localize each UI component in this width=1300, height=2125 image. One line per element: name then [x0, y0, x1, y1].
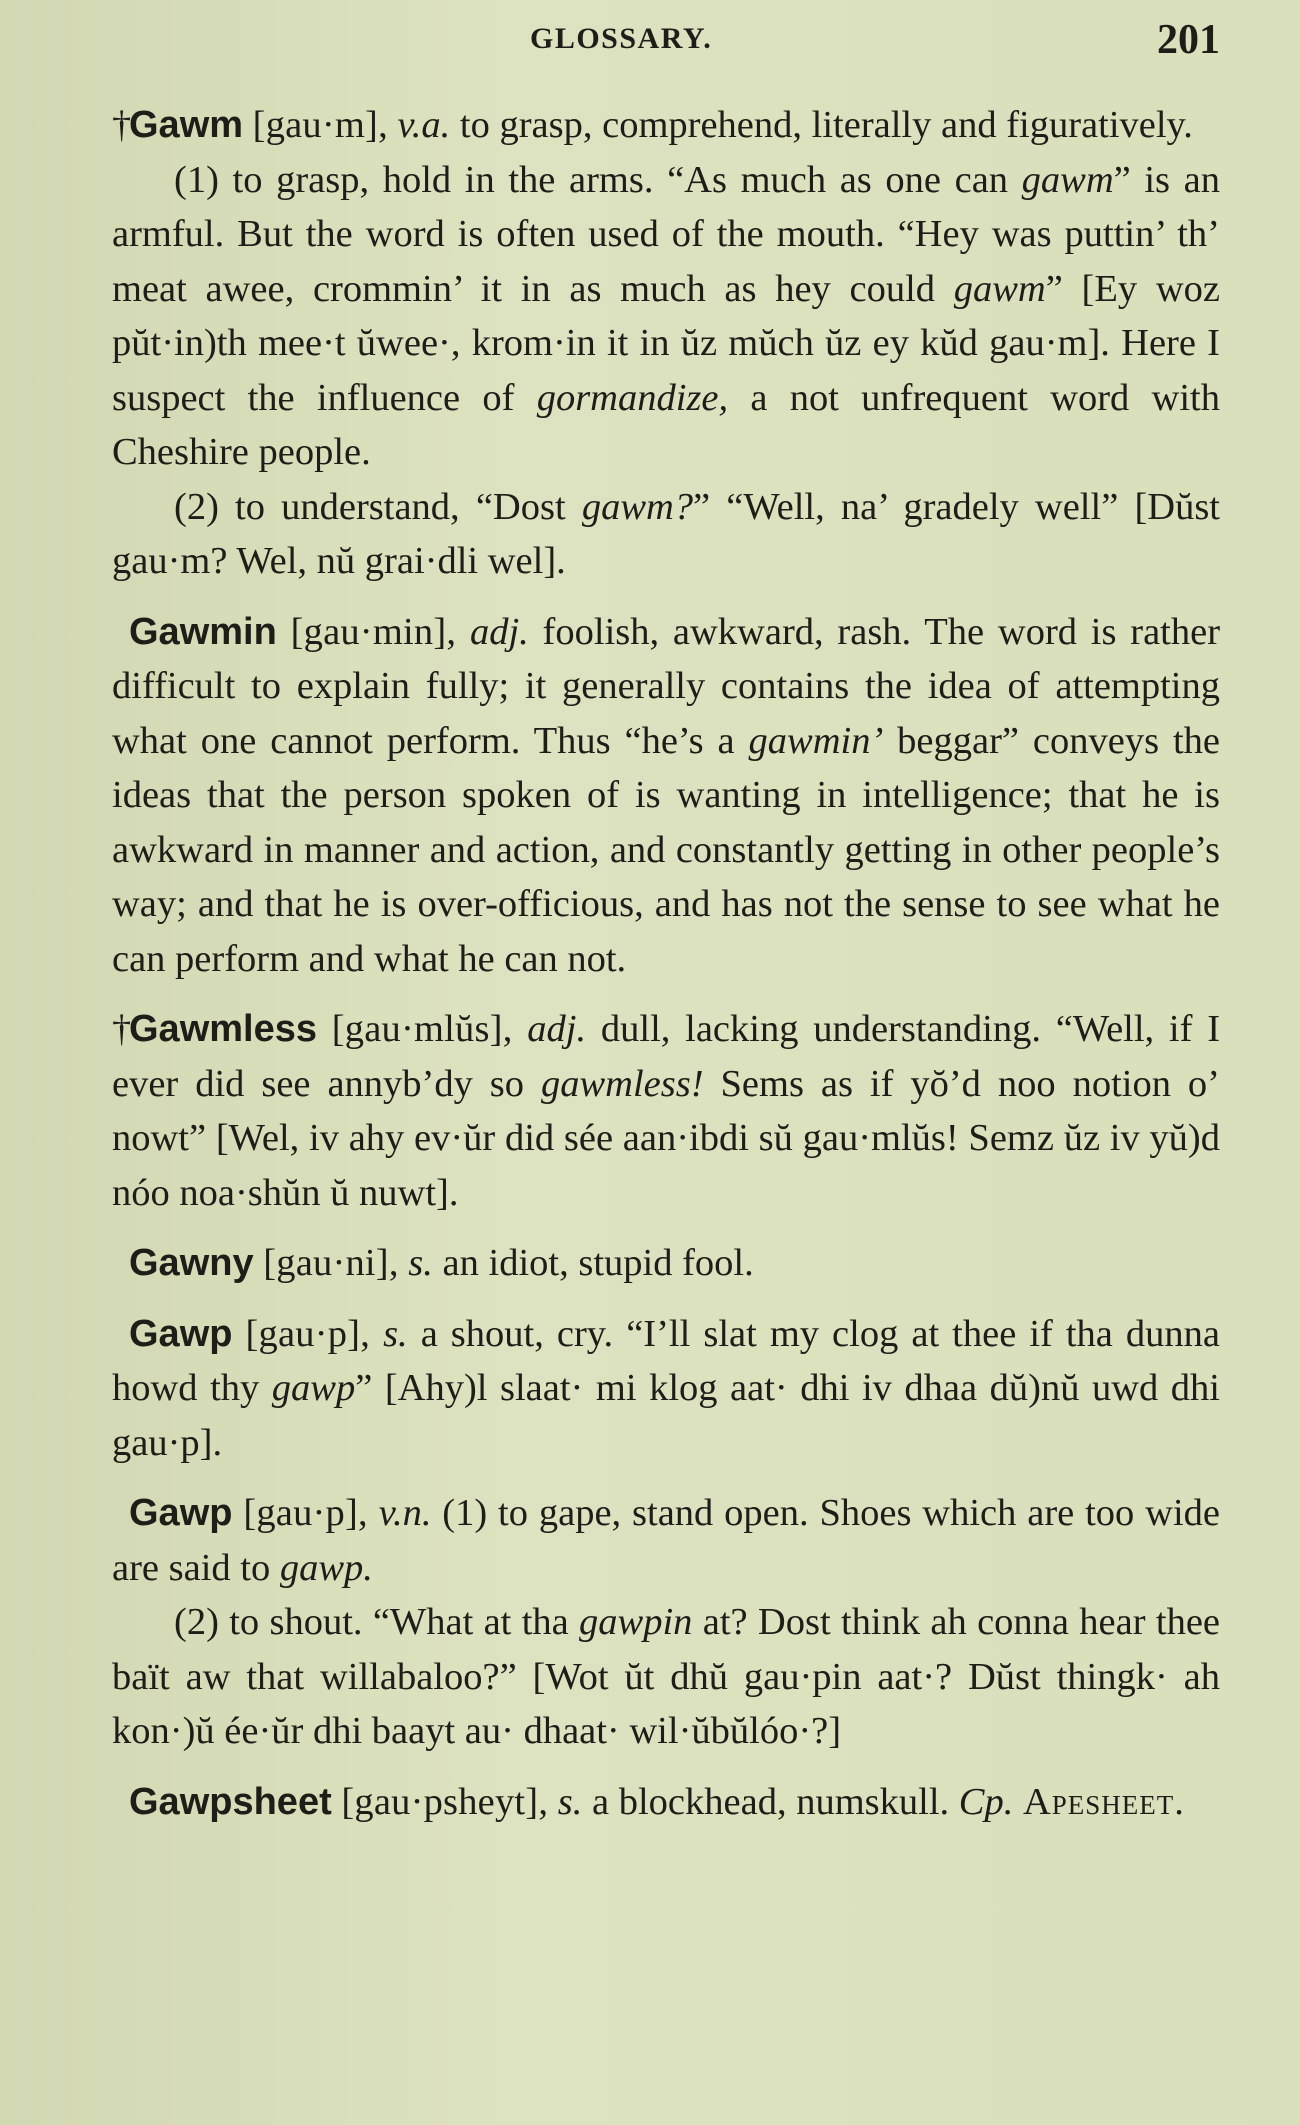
- headword: Gawp: [129, 1312, 233, 1355]
- glossary-entry-gawmin: [26, 605, 1220, 987]
- headword: Gawp: [129, 1492, 233, 1534]
- part-of-speech: s.: [557, 1780, 583, 1823]
- glossary-entry-gawp-verb: [26, 1486, 1220, 1759]
- pronunciation: [gau·mlŭs],: [331, 1008, 513, 1050]
- pronunciation: [gau·p],: [245, 1312, 371, 1355]
- pronunciation: [gau·ni],: [263, 1242, 399, 1284]
- headword: Gawmin: [129, 610, 277, 653]
- entry-definition: Gawny [gau·ni], s. an idiot, stupid fool.: [129, 1242, 754, 1284]
- part-of-speech: adj.: [527, 1008, 587, 1050]
- headword: Gawny: [129, 1242, 254, 1284]
- entry-definition: Gawp [gau·p], s. a shout, cry. “I’ll slat my clog at thee if tha dunna howd thy gawp” [Ahy)l slaat· mi klog aat· dhi iv dhaa dŭ)nŭ uwd dhi gau·p].: [112, 1312, 1221, 1464]
- headword: Gawmless: [129, 1008, 317, 1050]
- entry-sense: (2) to shout. “What at tha gawpin at? Dost think ah conna hear thee baït aw that willabaloo?” [Wot ŭt dhŭ gau·pin aat·? Dŭst thingk· ah kon·)ŭ ée·ŭr dhi baayt au· dhaat· wil·ŭbŭlóo·?]: [112, 1601, 1220, 1752]
- page-header: [26, 17, 1220, 82]
- entry-definition: Gawp [gau·p], v.n. (1) to gape, stand open. Shoes which are too wide are said to gawp.: [112, 1492, 1220, 1589]
- pronunciation: [gau·p],: [243, 1492, 368, 1534]
- entry-sense: (1) to grasp, hold in the arms. “As much as one can gawm” is an armful. But the word is often used of the mouth. “Hey was puttin’ th’ meat awee, crommin’ it in as much as hey could gawm” [Ey woz pŭt·in)th mee·t ŭwee·, krom·in it in ŭz mŭch ŭz ey kŭd gau·m]. Here I suspect the influence of gormandize, a not unfrequent word with Cheshire people.: [112, 158, 1221, 473]
- part-of-speech: s.: [408, 1242, 433, 1284]
- pronunciation: [gau·m],: [252, 104, 388, 146]
- entry-definition: Gawmin [gau·min], adj. foolish, awkward, rash. The word is rather difficult to explain fully; it generally contains the idea of attempting what one cannot perform. Thus “he’s a gawmin’ beggar” conveys the ideas that the person spoken of is wanting in intelligence; that he is awkward in manner and action, and constantly getting in other people’s way; and that he is over-officious, and has not the sense to see what he can perform and what he can not.: [112, 610, 1221, 980]
- pronunciation: [gau·min],: [290, 610, 457, 653]
- glossary-entry-gawpsheet: [26, 1775, 1220, 1830]
- obsolete-dagger-marker: †: [112, 1008, 132, 1050]
- headword: Gawm: [129, 104, 244, 146]
- entry-definition: [112, 98, 1220, 153]
- glossary-entry-gawmless: [26, 1002, 1220, 1220]
- obsolete-dagger-marker: †: [112, 104, 132, 146]
- running-title: GLOSSARY.: [530, 22, 713, 55]
- cross-reference: Apesheet.: [1022, 1780, 1185, 1823]
- entry-sense: (2) to understand, “Dost gawm?” “Well, na’ gradely well” [Dŭst gau·m? Wel, nŭ grai·dli wel].: [112, 485, 1220, 582]
- page-number: 201: [1157, 17, 1220, 63]
- part-of-speech: adj.: [469, 610, 529, 653]
- glossary-entry-gawp-noun: [26, 1307, 1220, 1471]
- definition-text: to grasp, comprehend, literally and figuratively.: [450, 104, 1193, 146]
- glossary-entry-gawny: [26, 1236, 1220, 1291]
- entry-definition: †Gawmless [gau·mlŭs], adj. dull, lacking understanding. “Well, if I ever did see annyb’dy so gawmless! Sems as if yŏ’d noo notion o’ nowt” [Wel, iv ahy ev·ŭr did sée aan·ibdi sŭ gau·mlŭs! Semz ŭz iv yŭ)d nóo noa·shŭn ŭ nuwt].: [112, 1002, 1220, 1220]
- compare-abbreviation: Cp.: [958, 1780, 1014, 1823]
- part-of-speech: v.n.: [378, 1492, 432, 1534]
- entry-definition: Gawpsheet [gau·psheyt], s. a blockhead, numskull. Cp. Apesheet.: [129, 1780, 1185, 1823]
- pronunciation: [gau·psheyt],: [341, 1780, 549, 1823]
- glossary-entry-gawm: [26, 98, 1220, 589]
- part-of-speech: s.: [383, 1312, 408, 1355]
- part-of-speech: v.a.: [397, 104, 451, 146]
- headword: Gawpsheet: [129, 1780, 332, 1823]
